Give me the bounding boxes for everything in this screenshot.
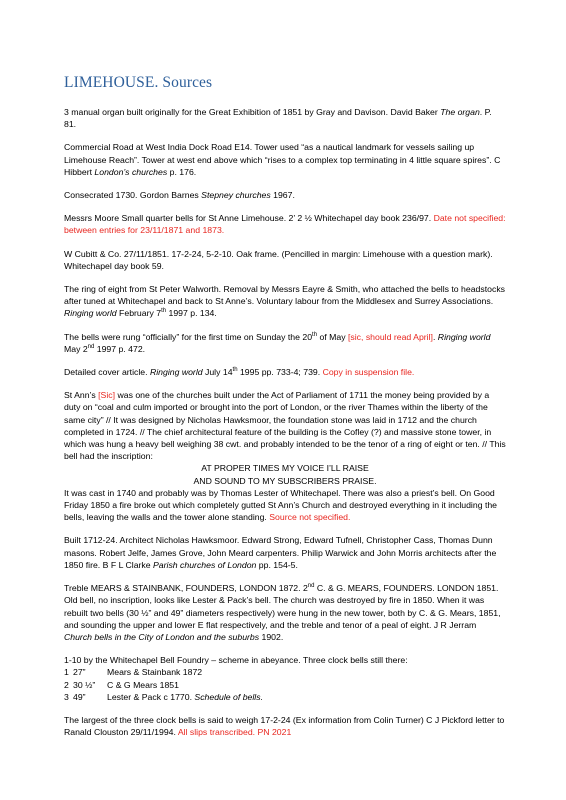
- editor-note: Copy in suspension file.: [322, 367, 415, 378]
- paragraph-quarter-bells: Messrs Moore Small quarter bells for St Anne Limehouse. 2’ 2 ½ Whitechapel day book 236/97. Date not specified: between entries for 23/11/1871 and 1873.: [64, 213, 506, 236]
- inscription-line: AND SOUND TO MY SUBSCRIBERS PRAISE.: [193, 475, 377, 486]
- paragraph-architects: Built 1712-24. Architect Nicholas Hawksmoor. Edward Strong, Edward Tufnell, Christopher Cass, Thomas Dunn masons. Robert Jelfe, James Grove, John Meard carpenters. Philip Warwick and John Morris architects after the 1850 fire. B F L Clarke Parish churches of London pp. 154-5.: [64, 535, 497, 570]
- document-page: [64, 74, 506, 749]
- clock-bells-list: [64, 666, 263, 703]
- paragraph-treble: Treble MEARS & STAINBANK, FOUNDERS, LONDON 1872. 2nd C. & G. MEARS, FOUNDERS. LONDON 1851. Old bell, no inscription, looks like Lester & Pack’s bell. The church was destroyed by fire in 1850. When it was rebuilt two bells (30 ½” and 49” diameters respectively) were hung in the new tower, both by C. & G. Mears, 1851, and sounding the upper and lower E flat respectively, and the treble and tenor of a peal of eight. J R Jerram Church bells in the City of London and the suburbs 1902.: [64, 583, 501, 642]
- paragraph-cubitt: W Cubitt & Co. 27/11/1851. 17-2-24, 5-2-10. Oak frame. (Pencilled in margin: Limehouse with a question mark). Whitechapel day book 59.: [64, 248, 493, 271]
- editor-note: [Sic]: [98, 390, 116, 401]
- paragraph-largest-bell: The largest of the three clock bells is said to weigh 17-2-24 (Ex information from Colin Turner) C J Pickford letter to Ranald Clouston 29/11/1994. All slips transcribed. PN 2021: [64, 714, 505, 738]
- editor-note: Source not specified.: [269, 512, 351, 523]
- list-item: 1 27” Mears & Stainbank 1872: [64, 667, 203, 678]
- page-title: LIMEHOUSE. Sources: [64, 74, 213, 91]
- list-item: 3 49” Lester & Pack c 1770. Schedule of bells.: [64, 691, 263, 702]
- paragraph-clock-bells: 1-10 by the Whitechapel Bell Foundry – scheme in abeyance. Three clock bells still there:: [64, 655, 408, 666]
- paragraph-consecrated: Consecrated 1730. Gordon Barnes Stepney churches 1967.: [64, 190, 295, 201]
- inscription-line: AT PROPER TIMES MY VOICE I’LL RAISE: [201, 463, 369, 474]
- paragraph-tower: Commercial Road at West India Dock Road E14. Tower used “as a nautical landmark for vessels sailing up Limehouse Reach”. Tower at west end above which “rises to a complex top terminating in 4 little square spires”. C Hibbert London’s churches p. 176.: [64, 142, 501, 177]
- paragraph-organ: 3 manual organ built originally for the Great Exhibition of 1851 by Gray and Davison. David Baker The organ. P. 81.: [64, 107, 492, 130]
- paragraph-cover-article: Detailed cover article. Ringing world July 14th 1995 pp. 733-4; 739. Copy in suspension file.: [64, 367, 415, 378]
- editor-note: Date not specified: between entries for 23/11/1871 and 1873.: [64, 213, 506, 236]
- paragraph-rung-officially: The bells were rung “officially” for the first time on Sunday the 20th of May [sic, should read April]. Ringing world May 2nd 1997 p. 472.: [64, 331, 491, 354]
- editor-note: All slips transcribed. PN 2021: [177, 727, 292, 738]
- editor-note: [sic, should read April]: [347, 331, 433, 342]
- paragraph-history: St Ann’s [Sic] was one of the churches built under the Act of Parliament of 1711 the money being provided by a duty on “coal and culm imported or brought into the port of London, or the river Thames within the liberty of the same city” // It was designed by Nicholas Hawksmoor, the foundation stone was laid in 1712 and the church completed in 1724. // The chief architectural feature of the building is the Cofley (?) and massive stone tower, in which was hung a heavy bell weighing 38 cwt. and probably intended to be the tenor of a ring of eight or ten. // This bell had the inscription: AT PROPER TIMES MY VOICE I’LL RAISE AND SOUND TO MY SUBSCRIBERS PRAISE. It was cast in 1740 and probably was by Thomas Lester of Whitechapel. There was also a priest’s bell. On Good Friday 1850 a fire broke out which completely gutted St Ann’s Church and destroyed everything in it including the bells, leaving the walls and the tower alone standing. Source not specified.: [64, 390, 506, 523]
- list-item: 2 30 ½” C & G Mears 1851: [64, 679, 179, 690]
- paragraph-ring-of-eight: The ring of eight from St Peter Walworth. Removal by Messrs Eayre & Smith, who attached the bells to headstocks after tuned at Whitechapel and back to St Anne’s. Voluntary labour from the Middlesex and Surrey Associations. Ringing world February 7th 1997 p. 134.: [64, 284, 506, 319]
